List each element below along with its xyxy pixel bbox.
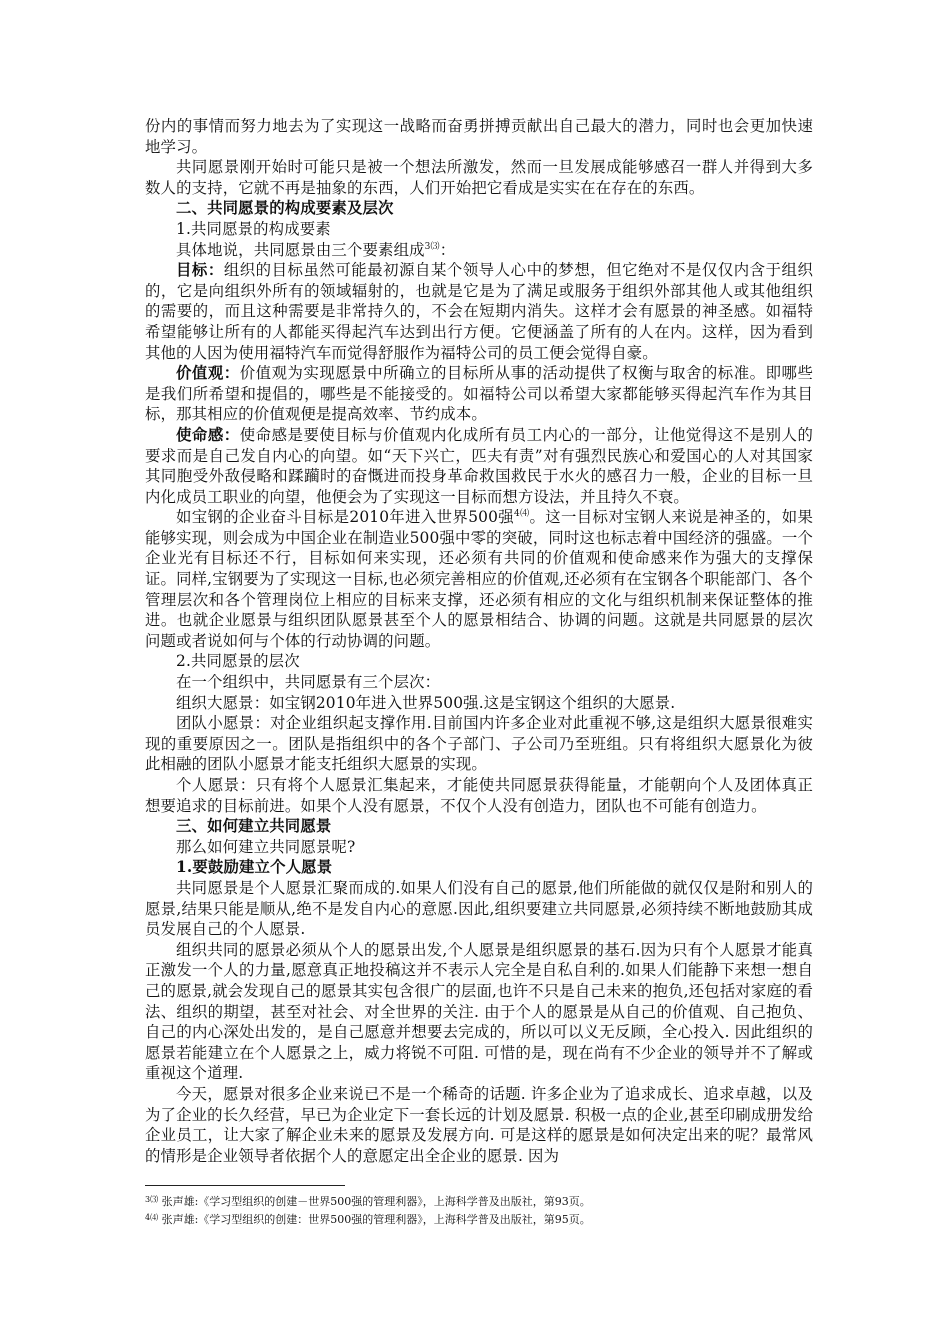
paragraph-foundation: 组织共同的愿景必须从个人的愿景出发,个人愿景是组织愿景的基石.因为只有个人愿景才能真正激发一个人的力量,愿意真正地投稿这并不表示人完全是自私自利的.如果人们能静下来想一想自己的愿景,就会发现自己的愿景其实包含很广的层面,也许不只是自己未来的抱负,还包括对家庭的看法、组织的期望，甚至对社会、对全世界的关注. 由于个人的愿景是从自己的价值观、自己抱负、自己的内心深处出发的，是自己愿意并想要去完成的，所以可以义无反顾，全心投入. 因此组织的愿景若能建立在个人愿景之上，威力将锐不可阻. 可惜的是，现在尚有不少企业的领导并不了解或重视这个道理. (145, 940, 813, 1083)
footnote-mark: 3⑶ (145, 1195, 159, 1204)
paragraph-three-elements (145, 240, 813, 261)
mission-label: 使命感： (176, 425, 240, 444)
paragraph-question: 那么如何建立共同愿景呢? (176, 837, 356, 856)
section-heading-3: 三、如何建立共同愿景 (176, 817, 332, 836)
footnote-ref-3[interactable]: 3⑶ (424, 241, 440, 252)
value-label: 价值观： (176, 364, 240, 383)
paragraph-three-levels: 在一个组织中，共同愿景有三个层次： (176, 673, 441, 692)
document-body (145, 116, 813, 1166)
footnote-4 (145, 1210, 813, 1228)
section-heading-2: 二、共同愿景的构成要素及层次 (176, 199, 394, 218)
footnote-3 (145, 1192, 813, 1210)
subheading-2-1: 1.共同愿景的构成要素 (176, 219, 331, 238)
mission-text: 使命感是要使目标与价值观内化成所有员工内心的一部分，让他觉得这不是别人的要求而是自己发自内心的向望。如“天下兴亡，匹夫有责”对有强烈民族心和爱国心的人对其国家其同胞受外敌侵略和蹂躏时的奋慨进而投身革命救国救民于水火的感召力一般，企业的目标一旦内化成员工职业的向望，他便会为了实现这一目标而想方设法，并且持久不衰。 (145, 425, 813, 506)
paragraph-today: 今天，愿景对很多企业来说已不是一个稀奇的话题. 许多企业为了追求成长、追求卓越，以及为了企业的长久经营，早已为企业定下一套长远的计划及愿景. 积极一点的企业,甚至印刷成册发给企业员工，让大家了解企业未来的愿景及发展方向. 可是这样的愿景是如何决定出来的呢？最常风的情形是企业领导者依据个人的意愿定出全企业的愿景. 因为 (145, 1084, 813, 1165)
paragraph-baosteel (145, 507, 813, 651)
goal-label: 目标： (176, 261, 224, 280)
paragraph-org-vision: 组织大愿景：如宝钢2010年进入世界500强.这是宝钢这个组织的大愿景. (176, 693, 676, 712)
text: 。这一目标对宝钢人来说是神圣的，如果能够实现，则会成为中国企业在制造业500强中零的突破，同时这也标志着中国经济的强盛。一个企业光有目标还不行，目标如何来实现，还必须有共同的价值观和使命感来作为强大的支撑保证。同样,宝钢要为了实现这一目标,也必须完善相应的价值观,还必须有在宝钢各个职能部门、各个管理层次和各个管理岗位上相应的目标来支撑，还必须有相应的文化与组织机制来保证整体的推进。也就企业愿景与组织团队愿景甚至个人的愿景相结合、协调的问题。这就是共同愿景的层次问题或者说如何与个体的行动协调的问题。 (145, 508, 814, 650)
footnote-divider (145, 1185, 345, 1186)
text: 具体地说，共同愿景由三个要素组成 (176, 240, 425, 259)
text: ： (439, 240, 456, 259)
value-text: 价值观为实现愿景中所确立的目标所从事的活动提供了权衡与取舍的标准。即哪些是我们所希望和提倡的，哪些是不能接受的。如福特公司以希望大家都能够买得起汽车作为其目标，那其相应的价值观便是提高效率、节约成本。 (145, 364, 813, 424)
paragraph-aggregate: 共同愿景是个人愿景汇聚而成的.如果人们没有自己的愿景,他们所能做的就仅仅是附和别人的愿景,结果只能是顺从,绝不是发自内心的意愿.因此,组织要建立共同愿景,必须持续不断地鼓励其成员发展自己的个人愿景. (145, 878, 813, 939)
paragraph-vision-inspire: 共同愿景刚开始时可能只是被一个想法所激发，然而一旦发展成能够感召一群人并得到大多数人的支持，它就不再是抽象的东西，人们开始把它看成是实实在在存在的东西。 (145, 158, 813, 197)
footnote-ref-4[interactable]: 4⑷ (514, 509, 530, 520)
footnote-mark: 4⑷ (145, 1213, 159, 1222)
subheading-3-1: 1.要鼓励建立个人愿景 (176, 858, 333, 877)
text: 如宝钢的企业奋斗目标是2010年进入世界500强 (176, 508, 515, 527)
goal-text: 组织的目标虽然可能最初源自某个领导人心中的梦想，但它绝对不是仅仅内含于组织的，它是向组织外所有的领域辐射的，也就是它是为了满足或服务于组织外部其他人或其他组织的需要的，而且这种需要是非常持久的，不会在短期内消失。这样才会有愿景的神圣感。如福特希望能够让所有的人都能买得起汽车达到出行方便。它便涵盖了所有的人在内。这样，因为看到其他的人因为使用福特汽车而觉得舒服作为福特公司的员工便会觉得自豪。 (145, 261, 813, 362)
subheading-2-2: 2.共同愿景的层次 (176, 652, 300, 671)
footnote-text: 张声雄:《学习型组织的创建－世界500强的管理利器》，上海科学普及出版社，第93页。 (161, 1195, 591, 1208)
paragraph-goal (145, 260, 813, 363)
paragraph-continuation: 份内的事情而努力地去为了实现这一战略而奋勇拼搏贡献出自己最大的潜力，同时也会更加快速地学习。 (145, 117, 813, 156)
footnotes (145, 1192, 813, 1228)
paragraph-personal-vision: 个人愿景：只有将个人愿景汇集起来，才能使共同愿景获得能量，才能朝向个人及团体真正想要追求的目标前进。如果个人没有愿景，不仅个人没有创造力，团队也不可能有创造力。 (145, 776, 813, 815)
footnote-text: 张声雄:《学习型组织的创建：世界500强的管理利器》，上海科学普及出版社，第95页。 (161, 1213, 591, 1226)
paragraph-team-vision: 团队小愿景：对企业组织起支撑作用.目前国内许多企业对此重视不够,这是组织大愿景很难实现的重要原因之一。团队是指组织中的各个子部门、子公司乃至班组。只有将组织大愿景化为彼此相融的团队小愿景才能支托组织大愿景的实现。 (145, 714, 813, 774)
paragraph-values (145, 363, 813, 425)
paragraph-mission (145, 425, 813, 507)
